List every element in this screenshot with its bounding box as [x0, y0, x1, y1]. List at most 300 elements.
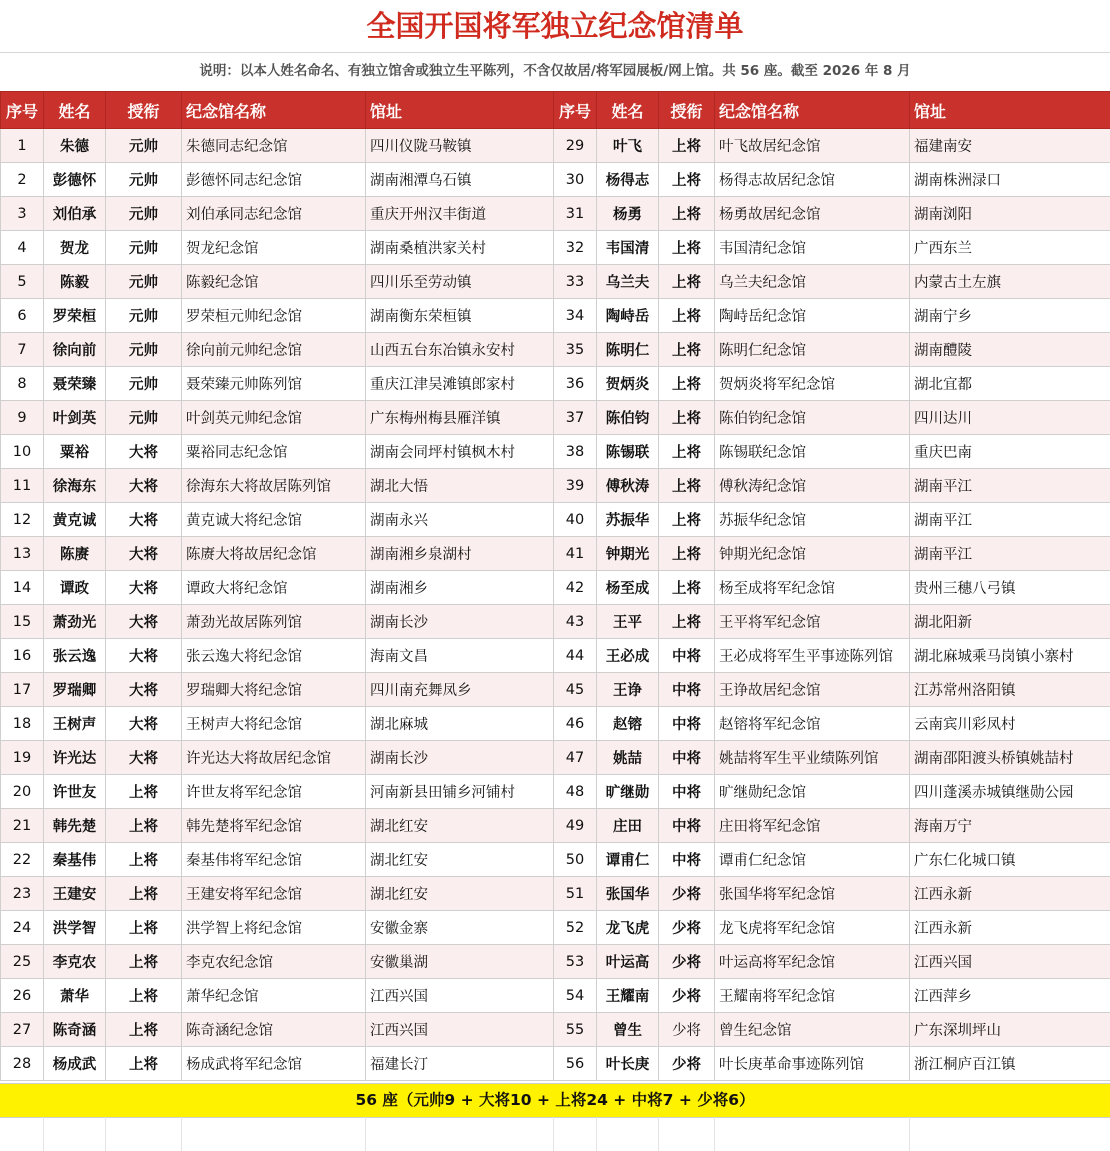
memorial-address: 湖南永兴 — [366, 503, 554, 537]
memorial-address: 湖南桑植洪家关村 — [366, 231, 554, 265]
military-rank: 大将 — [106, 741, 182, 775]
memorial-hall-name: 陈毅纪念馆 — [182, 265, 366, 299]
memorial-address: 湖南湘乡 — [366, 571, 554, 605]
memorial-address: 四川南充舞凤乡 — [366, 673, 554, 707]
memorial-hall-name: 赵镕将军纪念馆 — [715, 707, 910, 741]
memorial-hall-name: 钟期光纪念馆 — [715, 537, 910, 571]
general-name: 庄田 — [597, 809, 659, 843]
memorial-address: 湖北大悟 — [366, 469, 554, 503]
memorial-address: 江西永新 — [910, 877, 1110, 911]
general-name: 陈毅 — [44, 265, 106, 299]
row-number: 2 — [1, 163, 44, 197]
sheet-note: 说明：以本人姓名命名、有独立馆舍或独立生平陈列，不含仅故居/将军园展板/网上馆。共 56 座。截至 2026 年 8 月 — [199, 63, 911, 79]
memorial-address: 湖南衡东荣桓镇 — [366, 299, 554, 333]
military-rank: 上将 — [659, 197, 715, 231]
header-name: 姓名 — [597, 92, 659, 129]
table-row — [1, 197, 1110, 231]
header-address: 馆址 — [910, 92, 1110, 129]
memorial-hall-name: 李克农纪念馆 — [182, 945, 366, 979]
general-name: 谭甫仁 — [597, 843, 659, 877]
memorial-address: 湖南醴陵 — [910, 333, 1110, 367]
row-number: 26 — [1, 979, 44, 1013]
memorial-hall-name: 陈锡联纪念馆 — [715, 435, 910, 469]
military-rank: 中将 — [659, 809, 715, 843]
general-name: 朱德 — [44, 129, 106, 163]
row-number: 15 — [1, 605, 44, 639]
memorial-address: 湖南平江 — [910, 503, 1110, 537]
military-rank: 上将 — [659, 537, 715, 571]
memorial-address: 重庆江津吴滩镇郎家村 — [366, 367, 554, 401]
military-rank: 少将 — [659, 911, 715, 945]
general-name: 萧劲光 — [44, 605, 106, 639]
row-number: 42 — [554, 571, 597, 605]
military-rank: 上将 — [659, 605, 715, 639]
memorial-address: 江西兴国 — [910, 945, 1110, 979]
memorial-hall-name: 王耀南将军纪念馆 — [715, 979, 910, 1013]
military-rank: 上将 — [106, 775, 182, 809]
table-row — [1, 265, 1110, 299]
memorial-address: 四川达川 — [910, 401, 1110, 435]
memorial-address: 湖南长沙 — [366, 741, 554, 775]
memorial-hall-name: 杨勇故居纪念馆 — [715, 197, 910, 231]
row-number: 19 — [1, 741, 44, 775]
row-number: 22 — [1, 843, 44, 877]
memorial-hall-name: 萧劲光故居陈列馆 — [182, 605, 366, 639]
memorial-address: 内蒙古土左旗 — [910, 265, 1110, 299]
military-rank: 上将 — [106, 843, 182, 877]
row-number: 7 — [1, 333, 44, 367]
general-name: 黄克诚 — [44, 503, 106, 537]
row-number: 14 — [1, 571, 44, 605]
general-name: 杨得志 — [597, 163, 659, 197]
military-rank: 少将 — [659, 1013, 715, 1047]
row-number: 33 — [554, 265, 597, 299]
row-number: 34 — [554, 299, 597, 333]
general-name: 许光达 — [44, 741, 106, 775]
row-number: 8 — [1, 367, 44, 401]
memorial-hall-name: 张国华将军纪念馆 — [715, 877, 910, 911]
row-number: 25 — [1, 945, 44, 979]
general-name: 姚喆 — [597, 741, 659, 775]
row-number: 1 — [1, 129, 44, 163]
general-name: 王平 — [597, 605, 659, 639]
row-number: 52 — [554, 911, 597, 945]
memorial-hall-name: 许光达大将故居纪念馆 — [182, 741, 366, 775]
memorial-address: 湖北宜都 — [910, 367, 1110, 401]
memorial-hall-name: 陈赓大将故居纪念馆 — [182, 537, 366, 571]
general-name: 粟裕 — [44, 435, 106, 469]
memorial-hall-name: 苏振华纪念馆 — [715, 503, 910, 537]
memorial-hall-name: 韦国清纪念馆 — [715, 231, 910, 265]
memorial-address: 湖南长沙 — [366, 605, 554, 639]
empty-grid-row — [0, 1117, 1110, 1151]
memorial-address: 重庆巴南 — [910, 435, 1110, 469]
memorial-address: 湖南株洲渌口 — [910, 163, 1110, 197]
memorial-hall-name: 罗荣桓元帅纪念馆 — [182, 299, 366, 333]
memorial-hall-name: 粟裕同志纪念馆 — [182, 435, 366, 469]
general-name: 傅秋涛 — [597, 469, 659, 503]
memorial-address: 湖北红安 — [366, 877, 554, 911]
military-rank: 上将 — [106, 945, 182, 979]
general-name: 乌兰夫 — [597, 265, 659, 299]
general-name: 贺炳炎 — [597, 367, 659, 401]
memorial-address: 湖南会同坪村镇枫木村 — [366, 435, 554, 469]
military-rank: 上将 — [659, 333, 715, 367]
header-rank: 授衔 — [659, 92, 715, 129]
memorial-hall-name: 杨至成将军纪念馆 — [715, 571, 910, 605]
table-row — [1, 639, 1110, 673]
memorial-hall-name: 韩先楚将军纪念馆 — [182, 809, 366, 843]
memorial-address: 湖南平江 — [910, 537, 1110, 571]
table-row — [1, 401, 1110, 435]
memorial-hall-name: 叶长庚革命事迹陈列馆 — [715, 1047, 910, 1081]
general-name: 曾生 — [597, 1013, 659, 1047]
row-number: 55 — [554, 1013, 597, 1047]
military-rank: 大将 — [106, 707, 182, 741]
table-row — [1, 571, 1110, 605]
military-rank: 上将 — [659, 367, 715, 401]
memorial-hall-name: 徐海东大将故居陈列馆 — [182, 469, 366, 503]
memorial-hall-name: 谭甫仁纪念馆 — [715, 843, 910, 877]
row-number: 32 — [554, 231, 597, 265]
military-rank: 少将 — [659, 979, 715, 1013]
general-name: 聂荣臻 — [44, 367, 106, 401]
memorial-address: 四川蓬溪赤城镇继勋公园 — [910, 775, 1110, 809]
military-rank: 大将 — [106, 673, 182, 707]
memorial-address: 江西兴国 — [366, 1013, 554, 1047]
memorial-hall-name: 陈伯钧纪念馆 — [715, 401, 910, 435]
sheet-title: 全国开国将军独立纪念馆清单 — [0, 0, 1110, 53]
header-row — [1, 92, 1110, 129]
memorial-hall-name: 萧华纪念馆 — [182, 979, 366, 1013]
military-rank: 上将 — [106, 1047, 182, 1081]
row-number: 35 — [554, 333, 597, 367]
general-name: 陈明仁 — [597, 333, 659, 367]
table-row — [1, 911, 1110, 945]
general-name: 萧华 — [44, 979, 106, 1013]
military-rank: 上将 — [659, 469, 715, 503]
memorial-hall-name: 庄田将军纪念馆 — [715, 809, 910, 843]
memorial-hall-name: 王平将军纪念馆 — [715, 605, 910, 639]
row-number: 3 — [1, 197, 44, 231]
memorial-table — [0, 91, 1110, 1081]
military-rank: 少将 — [659, 1047, 715, 1081]
memorial-hall-name: 叶运高将军纪念馆 — [715, 945, 910, 979]
table-row — [1, 231, 1110, 265]
row-number: 10 — [1, 435, 44, 469]
general-name: 罗荣桓 — [44, 299, 106, 333]
military-rank: 中将 — [659, 741, 715, 775]
memorial-address: 广东仁化城口镇 — [910, 843, 1110, 877]
row-number: 16 — [1, 639, 44, 673]
general-name: 叶运高 — [597, 945, 659, 979]
row-number: 24 — [1, 911, 44, 945]
memorial-hall-name: 王必成将军生平事迹陈列馆 — [715, 639, 910, 673]
general-name: 陈赓 — [44, 537, 106, 571]
memorial-hall-name: 龙飞虎将军纪念馆 — [715, 911, 910, 945]
memorial-hall-name: 洪学智上将纪念馆 — [182, 911, 366, 945]
general-name: 陶峙岳 — [597, 299, 659, 333]
memorial-address: 湖南浏阳 — [910, 197, 1110, 231]
general-name: 王耀南 — [597, 979, 659, 1013]
row-number: 30 — [554, 163, 597, 197]
military-rank: 中将 — [659, 639, 715, 673]
memorial-hall-name: 许世友将军纪念馆 — [182, 775, 366, 809]
row-number: 18 — [1, 707, 44, 741]
general-name: 龙飞虎 — [597, 911, 659, 945]
table-row — [1, 945, 1110, 979]
row-number: 41 — [554, 537, 597, 571]
table-row — [1, 435, 1110, 469]
memorial-address: 山西五台东冶镇永安村 — [366, 333, 554, 367]
table-row — [1, 299, 1110, 333]
general-name: 钟期光 — [597, 537, 659, 571]
row-number: 50 — [554, 843, 597, 877]
table-row — [1, 843, 1110, 877]
general-name: 杨勇 — [597, 197, 659, 231]
memorial-address: 湖北麻城 — [366, 707, 554, 741]
military-rank: 元帅 — [106, 367, 182, 401]
header-rank: 授衔 — [106, 92, 182, 129]
row-number: 29 — [554, 129, 597, 163]
military-rank: 大将 — [106, 469, 182, 503]
memorial-address: 重庆开州汉丰街道 — [366, 197, 554, 231]
header-no: 序号 — [554, 92, 597, 129]
memorial-address: 河南新县田铺乡河铺村 — [366, 775, 554, 809]
memorial-address: 湖北红安 — [366, 809, 554, 843]
general-name: 徐向前 — [44, 333, 106, 367]
memorial-address: 湖北红安 — [366, 843, 554, 877]
general-name: 王必成 — [597, 639, 659, 673]
general-name: 杨至成 — [597, 571, 659, 605]
general-name: 贺龙 — [44, 231, 106, 265]
memorial-address: 海南文昌 — [366, 639, 554, 673]
row-number: 38 — [554, 435, 597, 469]
table-row — [1, 1013, 1110, 1047]
table-row — [1, 707, 1110, 741]
military-rank: 元帅 — [106, 299, 182, 333]
memorial-hall-name: 旷继勋纪念馆 — [715, 775, 910, 809]
table-row — [1, 537, 1110, 571]
memorial-address: 四川仪陇马鞍镇 — [366, 129, 554, 163]
general-name: 叶长庚 — [597, 1047, 659, 1081]
row-number: 5 — [1, 265, 44, 299]
row-number: 31 — [554, 197, 597, 231]
row-number: 6 — [1, 299, 44, 333]
memorial-address: 湖南湘乡泉湖村 — [366, 537, 554, 571]
military-rank: 上将 — [659, 401, 715, 435]
row-number: 11 — [1, 469, 44, 503]
row-number: 21 — [1, 809, 44, 843]
general-name: 叶飞 — [597, 129, 659, 163]
general-name: 王树声 — [44, 707, 106, 741]
general-name: 张云逸 — [44, 639, 106, 673]
memorial-hall-name: 陈明仁纪念馆 — [715, 333, 910, 367]
general-name: 李克农 — [44, 945, 106, 979]
table-row — [1, 503, 1110, 537]
military-rank: 元帅 — [106, 129, 182, 163]
row-number: 17 — [1, 673, 44, 707]
table-row — [1, 367, 1110, 401]
memorial-hall-name: 王诤故居纪念馆 — [715, 673, 910, 707]
military-rank: 元帅 — [106, 197, 182, 231]
row-number: 37 — [554, 401, 597, 435]
military-rank: 中将 — [659, 775, 715, 809]
memorial-hall-name: 乌兰夫纪念馆 — [715, 265, 910, 299]
row-number: 54 — [554, 979, 597, 1013]
memorial-address: 贵州三穗八弓镇 — [910, 571, 1110, 605]
military-rank: 元帅 — [106, 231, 182, 265]
military-rank: 上将 — [659, 299, 715, 333]
total-summary: 56 座（元帅9 + 大将10 + 上将24 + 中将7 + 少将6） — [0, 1083, 1110, 1118]
military-rank: 上将 — [659, 265, 715, 299]
memorial-address: 湖北阳新 — [910, 605, 1110, 639]
general-name: 谭政 — [44, 571, 106, 605]
general-name: 陈锡联 — [597, 435, 659, 469]
general-name: 王诤 — [597, 673, 659, 707]
military-rank: 上将 — [106, 877, 182, 911]
military-rank: 大将 — [106, 639, 182, 673]
memorial-address: 浙江桐庐百江镇 — [910, 1047, 1110, 1081]
military-rank: 中将 — [659, 843, 715, 877]
memorial-hall-name: 谭政大将纪念馆 — [182, 571, 366, 605]
row-number: 23 — [1, 877, 44, 911]
general-name: 王建安 — [44, 877, 106, 911]
general-name: 韩先楚 — [44, 809, 106, 843]
memorial-address: 福建长汀 — [366, 1047, 554, 1081]
general-name: 苏振华 — [597, 503, 659, 537]
memorial-address: 四川乐至劳动镇 — [366, 265, 554, 299]
military-rank: 元帅 — [106, 265, 182, 299]
military-rank: 上将 — [659, 129, 715, 163]
military-rank: 中将 — [659, 707, 715, 741]
row-number: 47 — [554, 741, 597, 775]
memorial-address: 江苏常州洛阳镇 — [910, 673, 1110, 707]
row-number: 44 — [554, 639, 597, 673]
row-number: 49 — [554, 809, 597, 843]
military-rank: 少将 — [659, 945, 715, 979]
memorial-hall-name: 曾生纪念馆 — [715, 1013, 910, 1047]
memorial-address: 云南宾川彩凤村 — [910, 707, 1110, 741]
row-number: 56 — [554, 1047, 597, 1081]
header-hall: 纪念馆名称 — [182, 92, 366, 129]
memorial-address: 湖北麻城乘马岗镇小寨村 — [910, 639, 1110, 673]
memorial-hall-name: 罗瑞卿大将纪念馆 — [182, 673, 366, 707]
memorial-address: 江西萍乡 — [910, 979, 1110, 1013]
row-number: 36 — [554, 367, 597, 401]
memorial-address: 湖南邵阳渡头桥镇姚喆村 — [910, 741, 1110, 775]
memorial-hall-name: 徐向前元帅纪念馆 — [182, 333, 366, 367]
military-rank: 元帅 — [106, 333, 182, 367]
military-rank: 上将 — [106, 809, 182, 843]
general-name: 秦基伟 — [44, 843, 106, 877]
row-number: 20 — [1, 775, 44, 809]
military-rank: 上将 — [659, 163, 715, 197]
memorial-hall-name: 姚喆将军生平业绩陈列馆 — [715, 741, 910, 775]
memorial-address: 安徽巢湖 — [366, 945, 554, 979]
general-name: 旷继勋 — [597, 775, 659, 809]
military-rank: 大将 — [106, 537, 182, 571]
row-number: 13 — [1, 537, 44, 571]
general-name: 徐海东 — [44, 469, 106, 503]
general-name: 陈伯钧 — [597, 401, 659, 435]
memorial-hall-name: 彭德怀同志纪念馆 — [182, 163, 366, 197]
general-name: 叶剑英 — [44, 401, 106, 435]
memorial-address: 海南万宁 — [910, 809, 1110, 843]
memorial-hall-name: 贺龙纪念馆 — [182, 231, 366, 265]
row-number: 4 — [1, 231, 44, 265]
general-name: 罗瑞卿 — [44, 673, 106, 707]
table-row — [1, 809, 1110, 843]
row-number: 9 — [1, 401, 44, 435]
memorial-address: 江西永新 — [910, 911, 1110, 945]
table-row — [1, 163, 1110, 197]
table-row — [1, 877, 1110, 911]
memorial-hall-name: 黄克诚大将纪念馆 — [182, 503, 366, 537]
memorial-hall-name: 张云逸大将纪念馆 — [182, 639, 366, 673]
military-rank: 大将 — [106, 571, 182, 605]
row-number: 27 — [1, 1013, 44, 1047]
row-number: 28 — [1, 1047, 44, 1081]
memorial-hall-name: 杨得志故居纪念馆 — [715, 163, 910, 197]
memorial-address: 湖南平江 — [910, 469, 1110, 503]
military-rank: 少将 — [659, 877, 715, 911]
header-name: 姓名 — [44, 92, 106, 129]
memorial-hall-name: 刘伯承同志纪念馆 — [182, 197, 366, 231]
general-name: 洪学智 — [44, 911, 106, 945]
general-name: 张国华 — [597, 877, 659, 911]
general-name: 赵镕 — [597, 707, 659, 741]
military-rank: 元帅 — [106, 401, 182, 435]
memorial-hall-name: 秦基伟将军纪念馆 — [182, 843, 366, 877]
table-row — [1, 605, 1110, 639]
header-address: 馆址 — [366, 92, 554, 129]
memorial-address: 湖南湘潭乌石镇 — [366, 163, 554, 197]
military-rank: 上将 — [106, 911, 182, 945]
memorial-hall-name: 聂荣臻元帅陈列馆 — [182, 367, 366, 401]
military-rank: 上将 — [106, 1013, 182, 1047]
memorial-hall-name: 杨成武将军纪念馆 — [182, 1047, 366, 1081]
memorial-hall-name: 朱德同志纪念馆 — [182, 129, 366, 163]
table-row — [1, 673, 1110, 707]
military-rank: 上将 — [659, 435, 715, 469]
row-number: 12 — [1, 503, 44, 537]
memorial-address: 广东梅州梅县雁洋镇 — [366, 401, 554, 435]
memorial-hall-name: 陈奇涵纪念馆 — [182, 1013, 366, 1047]
memorial-address: 湖南宁乡 — [910, 299, 1110, 333]
general-name: 杨成武 — [44, 1047, 106, 1081]
row-number: 46 — [554, 707, 597, 741]
memorial-address: 福建南安 — [910, 129, 1110, 163]
memorial-hall-name: 贺炳炎将军纪念馆 — [715, 367, 910, 401]
table-row — [1, 129, 1110, 163]
table-row — [1, 1047, 1110, 1081]
military-rank: 大将 — [106, 503, 182, 537]
memorial-hall-name: 叶飞故居纪念馆 — [715, 129, 910, 163]
row-number: 40 — [554, 503, 597, 537]
table-row — [1, 333, 1110, 367]
memorial-address: 安徽金寨 — [366, 911, 554, 945]
general-name: 陈奇涵 — [44, 1013, 106, 1047]
memorial-address: 江西兴国 — [366, 979, 554, 1013]
row-number: 53 — [554, 945, 597, 979]
memorial-hall-name: 傅秋涛纪念馆 — [715, 469, 910, 503]
memorial-hall-name: 王树声大将纪念馆 — [182, 707, 366, 741]
general-name: 许世友 — [44, 775, 106, 809]
military-rank: 大将 — [106, 435, 182, 469]
general-name: 彭德怀 — [44, 163, 106, 197]
memorial-address: 广东深圳坪山 — [910, 1013, 1110, 1047]
